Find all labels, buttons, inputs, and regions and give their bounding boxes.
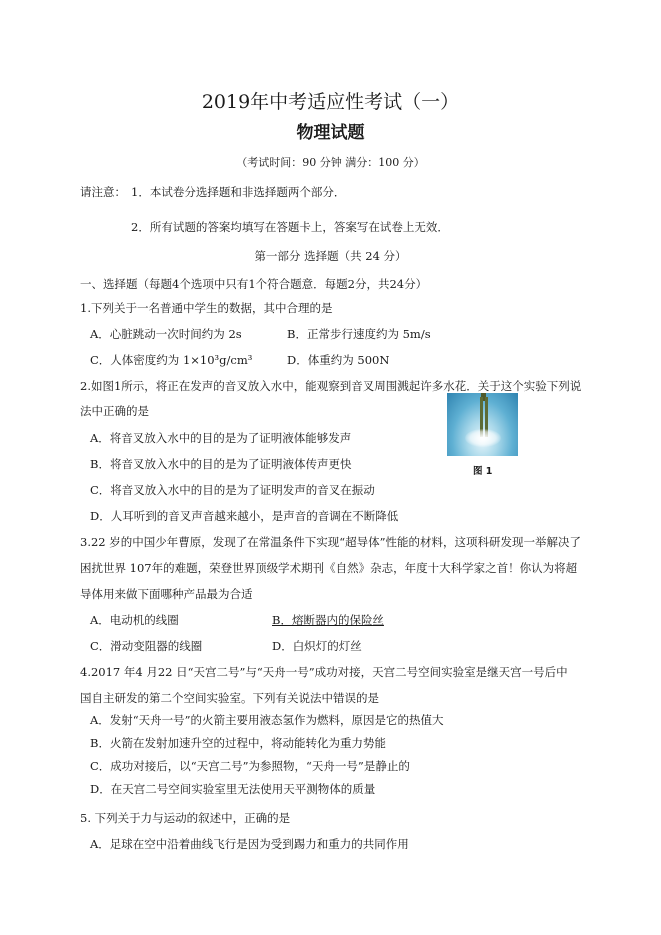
figure-1-caption: 图 1	[473, 466, 493, 477]
question-3-option-a: A．电动机的线圈	[90, 613, 179, 627]
question-5-option-a: A．足球在空中沿着曲线飞行是因为受到踢力和重力的共同作用	[90, 837, 409, 851]
question-4-stem-line-1: 4.2017 年4 月22 日“天宫二号”与“天舟一号”成功对接，天宫二号空间实验室是继天宫一号后中	[80, 665, 568, 679]
tuning-fork-figure	[447, 393, 518, 456]
question-4-option-a: A．发射“天舟一号”的火箭主要用液态氢作为燃料，原因是它的热值大	[90, 713, 444, 727]
water-splash	[465, 429, 501, 447]
question-1-option-d: D．体重约为 500N	[287, 353, 390, 367]
question-1-stem: 1.下列关于一名普通中学生的数据，其中合理的是	[80, 301, 333, 315]
question-2-option-d: D．人耳听到的音叉声音越来越小，是声音的音调在不断降低	[90, 509, 399, 523]
question-1-option-b: B．正常步行速度约为 5m/s	[287, 327, 431, 341]
subject-title: 物理试题	[296, 123, 365, 143]
notice-item-2: 2．所有试题的答案均填写在答题卡上，答案写在试卷上无效．	[131, 220, 449, 234]
question-2-option-c: C．将音叉放入水中的目的是为了证明发声的音叉在振动	[90, 483, 375, 497]
question-1-option-c: C．人体密度约为 1×10³g/cm³	[90, 353, 253, 367]
exam-title: 2019年中考适应性考试（一）	[201, 91, 460, 113]
notice-label: 请注意：	[80, 185, 126, 199]
part-title: 第一部分 选择题（共 24 分）	[254, 249, 407, 263]
question-2-option-b: B．将音叉放入水中的目的是为了证明液体传声更快	[90, 457, 352, 471]
question-4-stem-line-2: 国自主研发的第二个空间实验室。下列有关说法中错误的是	[80, 691, 379, 705]
question-1-option-a: A．心脏跳动一次时间约为 2s	[90, 327, 242, 341]
notice-item-1: 1．本试卷分选择题和非选择题两个部分．	[131, 185, 346, 199]
question-3-stem-line-2: 困扰世界 107年的难题，荣登世界顶级学术期刊《自然》杂志，年度十大科学家之首！你认为将超	[80, 561, 578, 575]
question-2-stem-line-1: 2.如图1所示，将正在发声的音叉放入水中，能观察到音叉周围溅起许多水花．关于这个实验下列说	[80, 379, 582, 393]
question-3-stem-line-1: 3.22 岁的中国少年曹原，发现了在常温条件下实现“超导体”性能的材料，这项科研发现一举解决了	[80, 535, 582, 549]
question-5-stem: 5. 下列关于力与运动的叙述中，正确的是	[80, 811, 291, 825]
section-instructions: 一、选择题（每题4个选项中只有1个符合题意．每题2分，共24分）	[80, 277, 428, 291]
question-4-option-c: C．成功对接后，以“天宫二号”为参照物，“天舟一号”是静止的	[90, 759, 410, 773]
question-3-stem-line-3: 导体用来做下面哪种产品最为合适	[80, 587, 253, 601]
question-4-option-b: B．火箭在发射加速升空的过程中，将动能转化为重力势能	[90, 736, 386, 750]
question-2-option-a: A．将音叉放入水中的目的是为了证明液体能够发声	[90, 431, 352, 445]
exam-info: （考试时间：90 分钟 满分：100 分）	[236, 156, 425, 169]
question-3-option-b: B．熔断器内的保险丝	[272, 613, 384, 627]
question-3-option-c: C．滑动变阻器的线圈	[90, 639, 203, 653]
question-2-stem-line-2: 法中正确的是	[80, 404, 149, 418]
question-4-option-d: D．在天宫二号空间实验室里无法使用天平测物体的质量	[90, 782, 376, 796]
question-3-option-d: D．白炽灯的灯丝	[272, 639, 362, 653]
